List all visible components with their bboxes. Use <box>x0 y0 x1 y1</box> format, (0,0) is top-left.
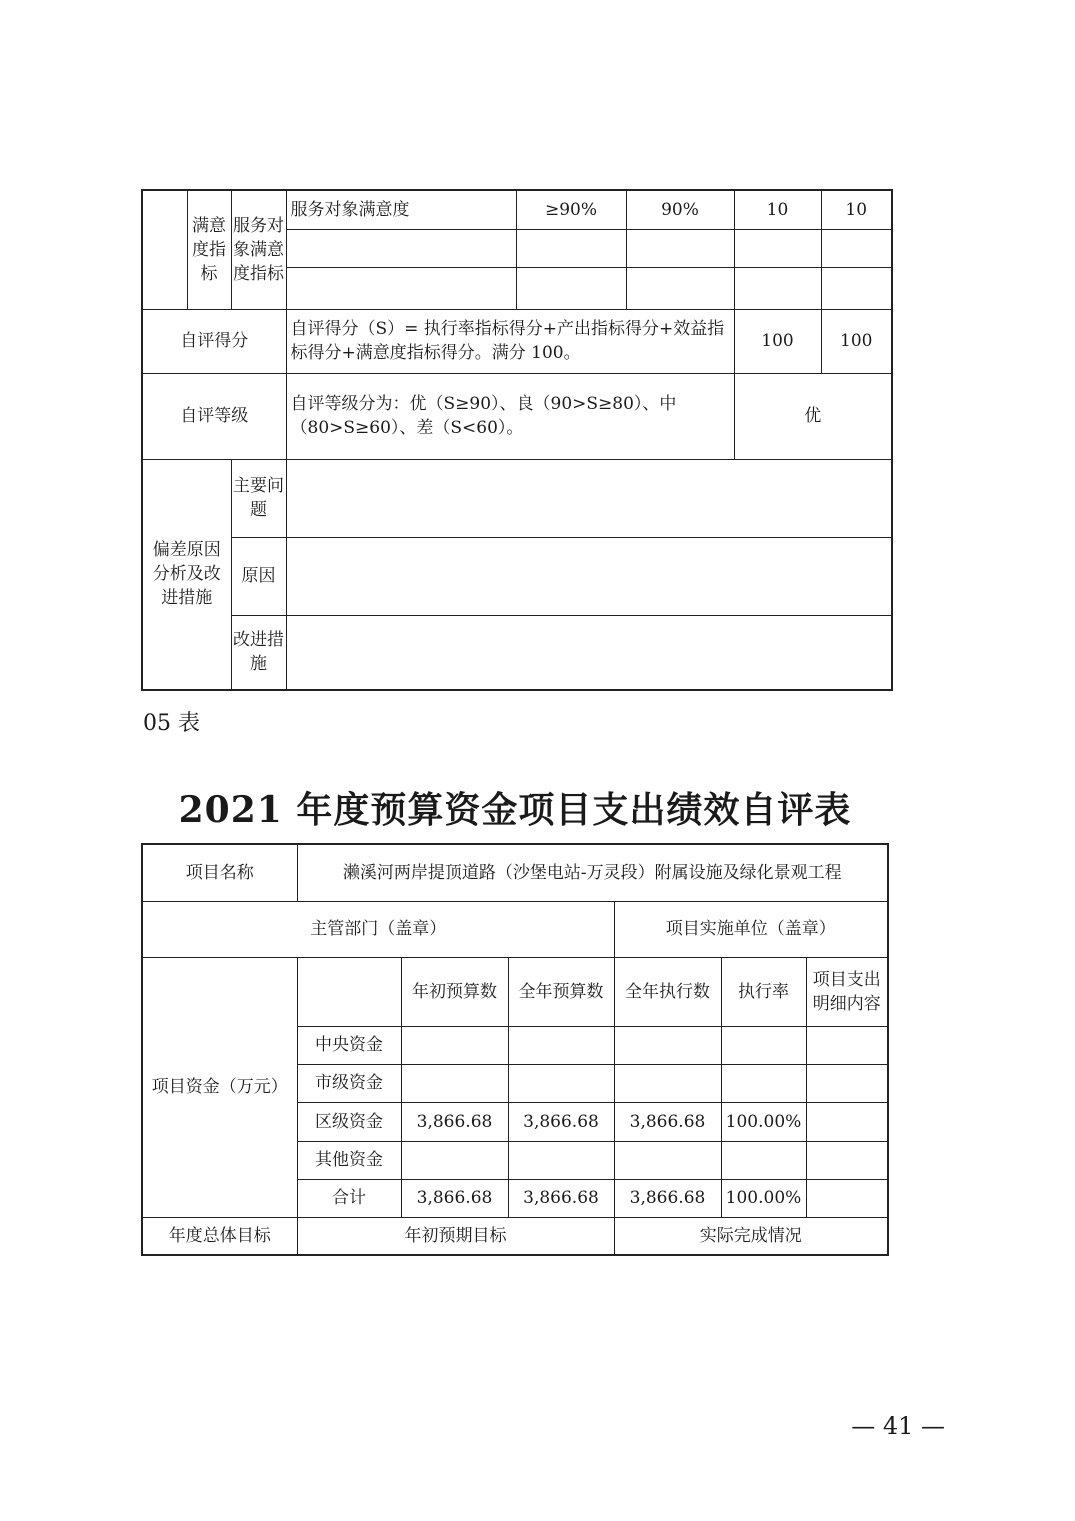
reason-value <box>286 537 892 615</box>
executed-cell <box>614 1064 721 1102</box>
indicator-cell: 服务对象满意度 <box>286 190 516 229</box>
main-issue-label: 主要问题 <box>231 459 286 537</box>
detail-cell <box>806 1102 888 1141</box>
executed-total: 3,866.68 <box>614 1179 721 1217</box>
detail-cell <box>806 1026 888 1064</box>
main-issue-value <box>286 459 892 537</box>
actual-cell: 90% <box>626 190 734 229</box>
annual-budget-cell <box>508 1064 614 1102</box>
header-rate: 执行率 <box>721 957 806 1026</box>
expected-goal-label: 年初预期目标 <box>297 1217 614 1255</box>
header-blank <box>297 957 401 1026</box>
annual-budget-total: 3,866.68 <box>508 1179 614 1217</box>
target-cell: ≥90% <box>516 190 626 229</box>
initial-budget-cell <box>401 1064 508 1102</box>
header-executed: 全年执行数 <box>614 957 721 1026</box>
blank-cell <box>142 190 187 309</box>
deviation-label: 偏差原因分析及改进措施 <box>142 459 231 690</box>
dept-label: 主管部门（盖章） <box>142 901 614 957</box>
detail-cell <box>806 1064 888 1102</box>
self-grade-desc: 自评等级分为：优（S≥90）、良（90>S≥80）、中（80>S≥60）、差（S<60）。 <box>286 373 734 459</box>
initial-budget-cell <box>401 1141 508 1179</box>
annual-goal-label: 年度总体目标 <box>142 1217 297 1255</box>
project-name-label: 项目名称 <box>142 844 297 901</box>
weight-cell: 10 <box>734 190 821 229</box>
score-cell <box>821 267 892 309</box>
score-cell: 10 <box>821 190 892 229</box>
weight-cell <box>734 267 821 309</box>
fund-source-label: 其他资金 <box>297 1141 401 1179</box>
evaluation-table-continued <box>141 189 893 691</box>
fund-source-label: 中央资金 <box>297 1026 401 1064</box>
initial-budget-total: 3,866.68 <box>401 1179 508 1217</box>
initial-budget-cell <box>401 1026 508 1064</box>
self-score-value: 100 <box>821 309 892 373</box>
initial-budget-cell: 3,866.68 <box>401 1102 508 1141</box>
rate-cell <box>721 1141 806 1179</box>
self-score-label: 自评得分 <box>142 309 286 373</box>
detail-total <box>806 1179 888 1217</box>
annual-budget-cell <box>508 1026 614 1064</box>
reason-label: 原因 <box>231 537 286 615</box>
document-title: 2021 年度预算资金项目支出绩效自评表 <box>178 789 852 831</box>
category-label: 满意度指标 <box>187 190 231 309</box>
self-grade-label: 自评等级 <box>142 373 286 459</box>
page-number: — 41 — <box>851 1412 945 1440</box>
rate-cell <box>721 1064 806 1102</box>
executed-cell: 3,866.68 <box>614 1102 721 1141</box>
fund-source-label: 区级资金 <box>297 1102 401 1141</box>
improvement-label: 改进措施 <box>231 615 286 690</box>
rate-cell: 100.00% <box>721 1102 806 1141</box>
table-number: 05 表 <box>143 711 200 736</box>
weight-cell <box>734 229 821 267</box>
rate-total: 100.00% <box>721 1179 806 1217</box>
target-cell <box>516 267 626 309</box>
subcategory-label: 服务对象满意度指标 <box>231 190 286 309</box>
header-detail: 项目支出明细内容 <box>806 957 888 1026</box>
funds-label: 项目资金（万元） <box>142 957 297 1217</box>
header-initial-budget: 年初预算数 <box>401 957 508 1026</box>
header-annual-budget: 全年预算数 <box>508 957 614 1026</box>
unit-label: 项目实施单位（盖章） <box>614 901 888 957</box>
score-cell <box>821 229 892 267</box>
fund-source-label: 市级资金 <box>297 1064 401 1102</box>
self-grade-value: 优 <box>734 373 892 459</box>
actual-cell <box>626 229 734 267</box>
improvement-value <box>286 615 892 690</box>
indicator-cell <box>286 229 516 267</box>
target-cell <box>516 229 626 267</box>
rate-cell <box>721 1026 806 1064</box>
total-label: 合计 <box>297 1179 401 1217</box>
executed-cell <box>614 1141 721 1179</box>
actual-cell <box>626 267 734 309</box>
annual-budget-cell <box>508 1141 614 1179</box>
detail-cell <box>806 1141 888 1179</box>
executed-cell <box>614 1026 721 1064</box>
self-score-desc: 自评得分（S）= 执行率指标得分+产出指标得分+效益指标得分+满意度指标得分。满分 100。 <box>286 309 734 373</box>
self-score-weight: 100 <box>734 309 821 373</box>
budget-evaluation-table <box>141 843 889 1256</box>
annual-budget-cell: 3,866.68 <box>508 1102 614 1141</box>
indicator-cell <box>286 267 516 309</box>
actual-completion-label: 实际完成情况 <box>614 1217 888 1255</box>
project-name-value: 濑溪河两岸提顶道路（沙堡电站-万灵段）附属设施及绿化景观工程 <box>297 844 888 901</box>
